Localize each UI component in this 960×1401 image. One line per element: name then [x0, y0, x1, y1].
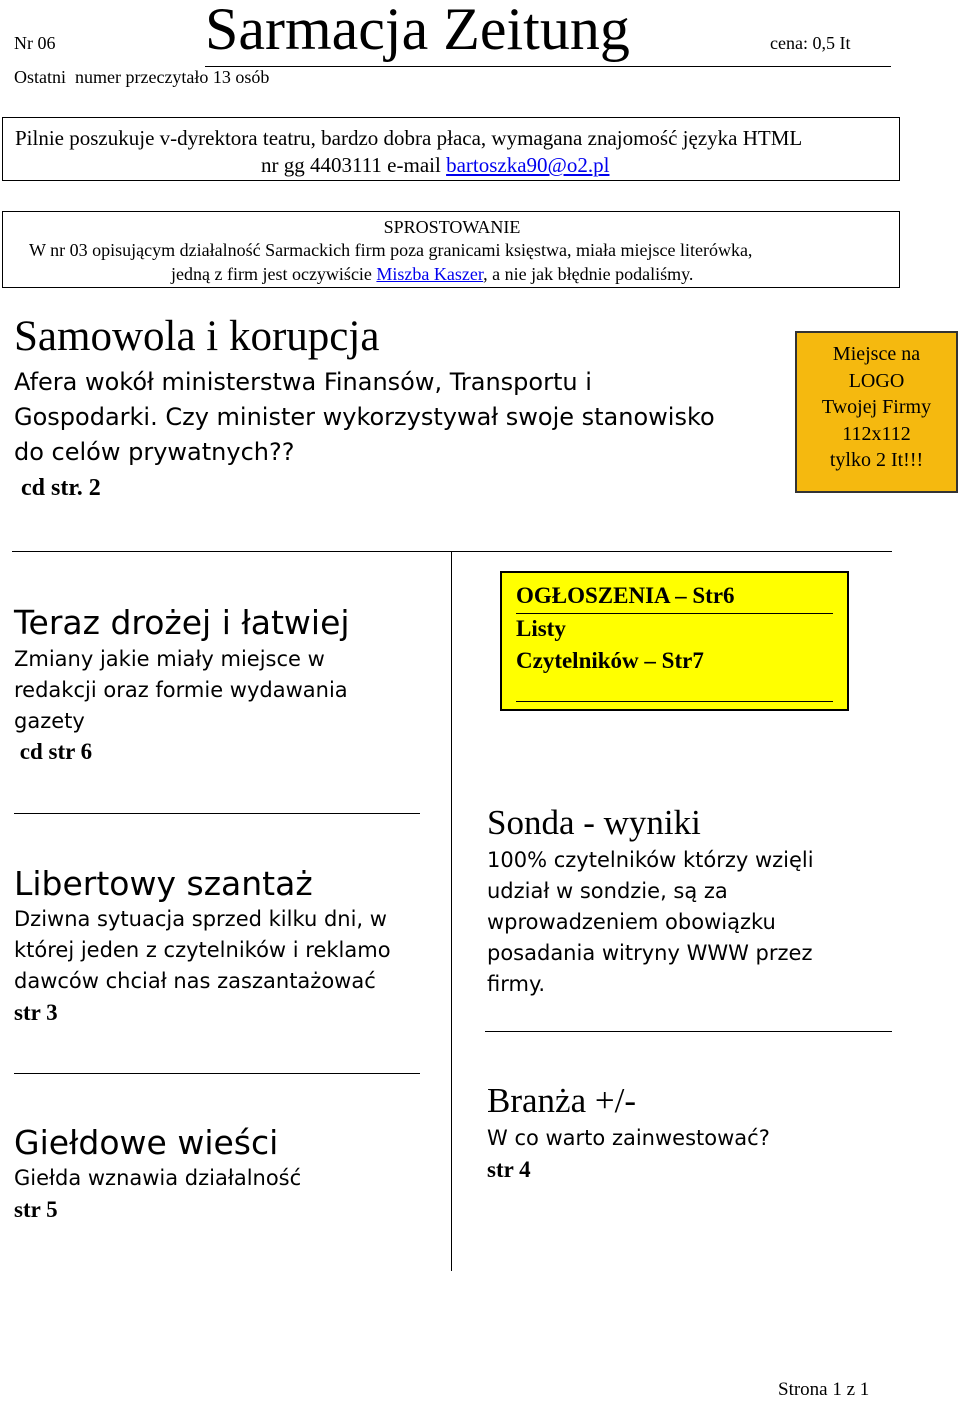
article-ref[interactable]: str 3: [14, 1000, 58, 1025]
article-line: wprowadzeniem obowiązku: [487, 910, 776, 934]
ads-index-rule: [516, 701, 833, 702]
job-ad-box: [2, 117, 900, 181]
logo-ad-line: tylko 2 It!!!: [829, 449, 924, 471]
ads-index-line-1[interactable]: OGŁOSZENIA – Str6: [516, 583, 735, 608]
ads-index-box: [500, 571, 849, 711]
logo-ad-text: [797, 341, 956, 474]
column-divider: [451, 551, 452, 1271]
article-line: 100% czytelników którzy wzięli: [487, 848, 814, 872]
logo-ad-line: LOGO: [848, 369, 905, 392]
job-ad-contact: [261, 153, 609, 178]
article-ref[interactable]: str 4: [487, 1157, 531, 1182]
article-divider: [485, 1031, 892, 1032]
correction-title: SPROSTOWANIE: [383, 217, 521, 237]
lead-article-title: Samowola i korupcja: [14, 313, 380, 360]
lead-article-ref[interactable]: cd str. 2: [21, 475, 101, 501]
masthead-rule: [205, 66, 891, 67]
ads-index-line-2[interactable]: Listy: [516, 616, 566, 641]
correction-suffix: , a nie jak błędnie podaliśmy.: [483, 264, 694, 284]
section-divider: [12, 551, 892, 552]
lead-article-line-2: Gospodarki. Czy minister wykorzystywał swoje stanowisko: [14, 403, 715, 431]
logo-ad-box[interactable]: [795, 331, 958, 493]
article-line: udział w sondzie, są za: [487, 879, 728, 903]
correction-text-2: [171, 264, 693, 285]
correction-prefix: jedną z firm jest oczywiście: [171, 264, 377, 284]
newspaper-title: Sarmacja Zeitung: [205, 0, 630, 62]
logo-ad-line: 112x112: [842, 422, 911, 445]
article-title: Branża +/-: [487, 1081, 636, 1120]
email-link[interactable]: bartoszka90@o2.pl: [446, 153, 610, 177]
job-ad-contact-prefix: nr gg 4403111 e-mail: [261, 153, 447, 177]
ads-index-line-3[interactable]: Czytelników – Str7: [516, 648, 704, 673]
article-divider: [14, 1073, 420, 1074]
article-line: posadania witryny WWW przez: [487, 941, 813, 965]
article-line: której jeden z czytelników i reklamo: [14, 938, 391, 962]
ads-index-rule: [516, 613, 833, 614]
logo-ad-line: Miejsce na: [832, 343, 921, 365]
article-line: gazety: [14, 709, 85, 733]
correction-text: W nr 03 opisującym działalność Sarmackich firm poza granicami księstwa, miała miejsce literówka,: [29, 240, 753, 260]
article-title: Giełdowe wieści: [14, 1123, 279, 1162]
correction-box: [2, 211, 900, 288]
job-ad-text: Pilnie poszukuje v-dyrektora teatru, bardzo dobra płaca, wymagana znajomość języka HTML: [15, 126, 803, 150]
article-line: Giełda wznawia działalność: [14, 1166, 302, 1190]
company-link[interactable]: Miszba Kaszer: [376, 264, 484, 284]
page-number: Strona 1 z 1: [778, 1379, 870, 1400]
article-line: redakcji oraz formie wydawania: [14, 678, 348, 702]
article-title: Libertowy szantaż: [14, 864, 313, 903]
article-line: Dziwna sytuacja sprzed kilku dni, w: [14, 907, 387, 931]
issue-number: Nr 06: [14, 33, 56, 53]
article-line: W co warto zainwestować?: [487, 1126, 770, 1150]
article-ref[interactable]: str 5: [14, 1197, 58, 1222]
article-title: Sonda - wyniki: [487, 803, 701, 842]
article-line: dawców chciał nas zaszantażować: [14, 969, 376, 993]
lead-article-line-1: Afera wokół ministerstwa Finansów, Transportu i: [14, 368, 592, 396]
lead-article-line-3: do celów prywatnych??: [14, 438, 295, 466]
price: cena: 0,5 It: [770, 33, 851, 53]
article-ref[interactable]: cd str 6: [14, 739, 93, 764]
article-line: Zmiany jakie miały miejsce w: [14, 647, 325, 671]
article-line: firmy.: [487, 972, 546, 996]
logo-ad-line: Twojej Firmy: [821, 396, 932, 418]
reader-count: Ostatni numer przeczytało 13 osób: [14, 67, 270, 87]
article-title: Teraz drożej i łatwiej: [14, 603, 350, 642]
article-divider: [14, 813, 420, 814]
